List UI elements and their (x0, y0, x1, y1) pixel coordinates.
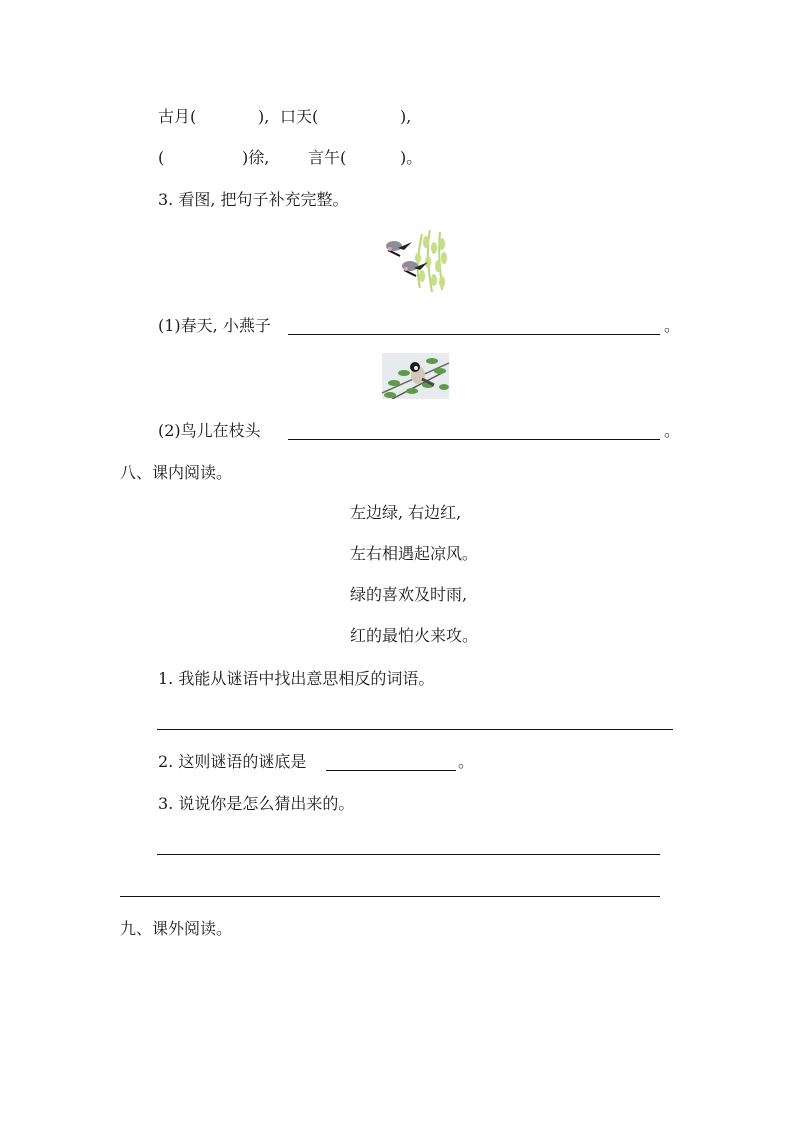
riddle-line-1: 左边绿, 右边红, (350, 503, 462, 522)
char-puzzle-3-close: )徐, (242, 148, 270, 167)
bird-on-branch-icon (382, 353, 449, 399)
question-3-item-2-label: (2)鸟儿在枝头 (158, 421, 261, 440)
riddle-line-3: 绿的喜欢及时雨, (350, 585, 468, 604)
question-8-1: 1. 我能从谜语中找出意思相反的词语。 (158, 669, 435, 688)
char-puzzle-2-open: 口天( (280, 107, 319, 126)
section-9-heading: 九、课外阅读。 (120, 919, 233, 938)
question-8-2-end: 。 (458, 752, 475, 771)
char-puzzle-1-close: ), (258, 107, 270, 126)
question-8-2: 2. 这则谜语的谜底是 (158, 752, 307, 771)
question-3-item-2-end: 。 (664, 421, 681, 440)
question-8-3: 3. 说说你是怎么猜出来的。 (158, 794, 355, 813)
swallows-willow-icon (382, 228, 452, 294)
riddle-line-2: 左右相遇起凉风。 (350, 544, 479, 563)
answer-line-8-3b[interactable] (120, 896, 660, 897)
answer-line-8-3a[interactable] (157, 854, 660, 855)
char-puzzle-2-close: ), (400, 107, 412, 126)
question-3-item-1-end: 。 (664, 316, 681, 335)
char-puzzle-4-close: )。 (400, 148, 423, 167)
answer-line-3-1[interactable] (288, 334, 660, 335)
answer-line-8-1[interactable] (157, 729, 673, 730)
char-puzzle-1-open: 古月( (158, 107, 197, 126)
question-3-item-1-label: (1)春天, 小燕子 (158, 316, 271, 335)
answer-line-3-2[interactable] (288, 439, 660, 440)
char-puzzle-3-open: ( (158, 148, 165, 167)
section-8-heading: 八、课内阅读。 (120, 463, 233, 482)
answer-line-8-2[interactable] (326, 770, 456, 771)
question-3-prompt: 3. 看图, 把句子补充完整。 (158, 190, 349, 209)
riddle-line-4: 红的最怕火来攻。 (350, 626, 479, 645)
char-puzzle-4-open: 言午( (308, 148, 347, 167)
